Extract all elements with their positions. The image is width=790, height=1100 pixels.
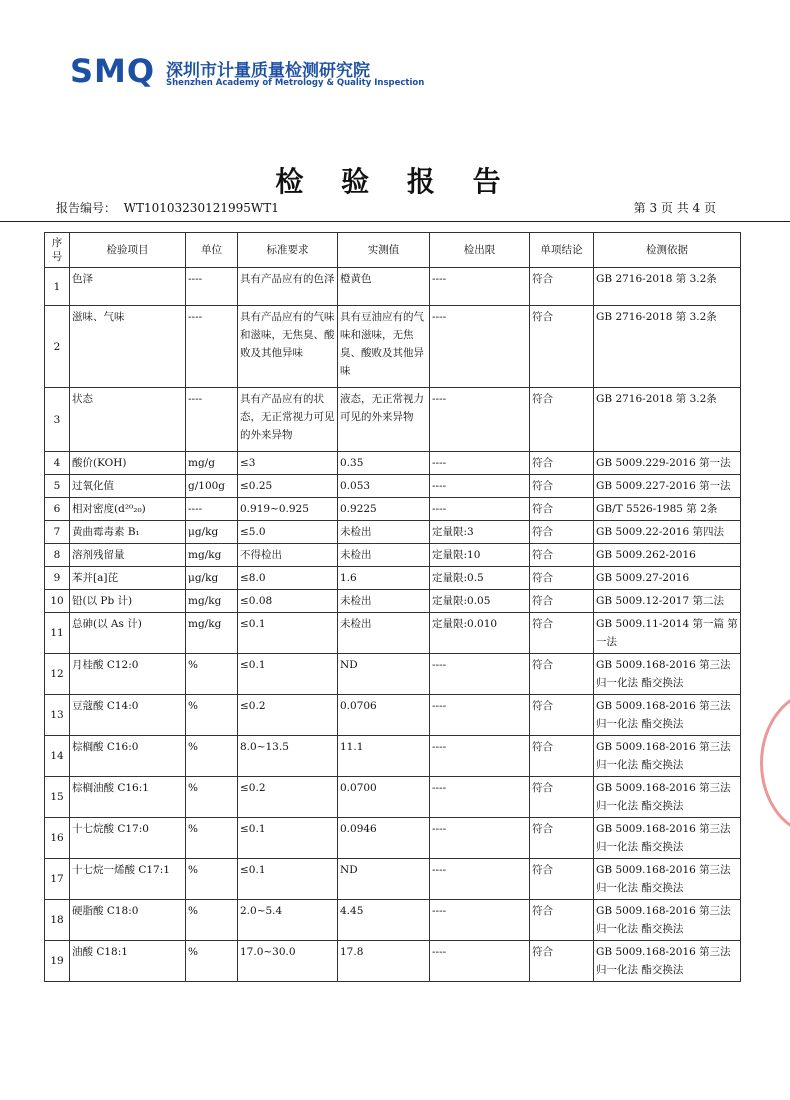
col-header-requirement: 标准要求 <box>238 233 338 268</box>
cell-basis: GB 2716-2018 第 3.2条 <box>594 388 741 452</box>
cell-no: 8 <box>45 544 70 567</box>
cell-no: 17 <box>45 859 70 900</box>
cell-requirement: 具有产品应有的气味和滋味，无焦臭、酸败及其他异味 <box>238 306 338 388</box>
cell-unit: ---- <box>186 306 238 388</box>
table-row <box>45 590 741 613</box>
cell-unit: g/100g <box>186 475 238 498</box>
cell-unit: mg/kg <box>186 544 238 567</box>
table-row <box>45 452 741 475</box>
report-title: 检 验 报 告 <box>275 165 515 198</box>
cell-no: 7 <box>45 521 70 544</box>
cell-basis: GB 5009.168-2016 第三法 归一化法 酯交换法 <box>594 654 741 695</box>
cell-measured: 11.1 <box>338 736 430 777</box>
table-row <box>45 695 741 736</box>
cell-unit: μg/kg <box>186 567 238 590</box>
cell-measured: ND <box>338 654 430 695</box>
cell-limit: ---- <box>430 900 530 941</box>
cell-conclusion: 符合 <box>530 818 594 859</box>
cell-requirement: ≤0.08 <box>238 590 338 613</box>
cell-requirement: ≤3 <box>238 452 338 475</box>
cell-requirement: 8.0~13.5 <box>238 736 338 777</box>
logo-mark: SMQ <box>70 52 156 90</box>
cell-measured: 未检出 <box>338 544 430 567</box>
cell-limit: ---- <box>430 859 530 900</box>
cell-basis: GB 5009.168-2016 第三法 归一化法 酯交换法 <box>594 941 741 982</box>
table-row <box>45 268 741 306</box>
cell-measured: 具有豆油应有的气味和滋味，无焦臭、酸败及其他异味 <box>338 306 430 388</box>
cell-measured: 0.0700 <box>338 777 430 818</box>
cell-unit: % <box>186 695 238 736</box>
cell-limit: ---- <box>430 452 530 475</box>
table-row <box>45 567 741 590</box>
table-row <box>45 498 741 521</box>
cell-requirement: ≤0.1 <box>238 613 338 654</box>
cell-conclusion: 符合 <box>530 268 594 306</box>
cell-unit: % <box>186 818 238 859</box>
cell-requirement: ≤0.1 <box>238 654 338 695</box>
cell-no: 18 <box>45 900 70 941</box>
cell-measured: 17.8 <box>338 941 430 982</box>
cell-limit: 定量限:3 <box>430 521 530 544</box>
cell-no: 2 <box>45 306 70 388</box>
cell-basis: GB 2716-2018 第 3.2条 <box>594 306 741 388</box>
table-row <box>45 859 741 900</box>
cell-conclusion: 符合 <box>530 777 594 818</box>
cell-item: 色泽 <box>70 268 186 306</box>
cell-requirement: ≤5.0 <box>238 521 338 544</box>
cell-item: 相对密度(d²⁰₂₀) <box>70 498 186 521</box>
col-header-no: 序号 <box>45 233 70 268</box>
cell-measured: 液态，无正常视力可见的外来异物 <box>338 388 430 452</box>
col-header-item: 检验项目 <box>70 233 186 268</box>
cell-no: 1 <box>45 268 70 306</box>
cell-conclusion: 符合 <box>530 590 594 613</box>
header-row <box>45 233 741 268</box>
cell-requirement: 17.0~30.0 <box>238 941 338 982</box>
cell-no: 6 <box>45 498 70 521</box>
table-row <box>45 900 741 941</box>
cell-basis: GB 5009.262-2016 <box>594 544 741 567</box>
institute-name-en: Shenzhen Academy of Metrology & Quality Inspection <box>166 78 425 88</box>
col-header-unit: 单位 <box>186 233 238 268</box>
cell-conclusion: 符合 <box>530 613 594 654</box>
cell-conclusion: 符合 <box>530 567 594 590</box>
results-table <box>44 232 741 982</box>
cell-basis: GB 2716-2018 第 3.2条 <box>594 268 741 306</box>
cell-conclusion: 符合 <box>530 941 594 982</box>
cell-unit: % <box>186 654 238 695</box>
cell-unit: % <box>186 941 238 982</box>
cell-measured: 未检出 <box>338 521 430 544</box>
cell-no: 14 <box>45 736 70 777</box>
cell-measured: 未检出 <box>338 613 430 654</box>
cell-requirement: 0.919~0.925 <box>238 498 338 521</box>
cell-conclusion: 符合 <box>530 452 594 475</box>
red-seal-stamp <box>760 690 790 836</box>
table-row <box>45 388 741 452</box>
cell-limit: ---- <box>430 777 530 818</box>
cell-basis: GB 5009.27-2016 <box>594 567 741 590</box>
cell-no: 15 <box>45 777 70 818</box>
cell-measured: 1.6 <box>338 567 430 590</box>
cell-measured: 0.053 <box>338 475 430 498</box>
cell-unit: μg/kg <box>186 521 238 544</box>
cell-unit: mg/g <box>186 452 238 475</box>
cell-requirement: ≤0.25 <box>238 475 338 498</box>
table-body <box>45 268 741 982</box>
cell-unit: mg/kg <box>186 613 238 654</box>
cell-requirement: 2.0~5.4 <box>238 900 338 941</box>
cell-limit: ---- <box>430 736 530 777</box>
cell-basis: GB 5009.168-2016 第三法 归一化法 酯交换法 <box>594 818 741 859</box>
table-row <box>45 941 741 982</box>
cell-conclusion: 符合 <box>530 388 594 452</box>
page-info: 第 3 页 共 4 页 <box>633 201 716 215</box>
cell-no: 13 <box>45 695 70 736</box>
cell-conclusion: 符合 <box>530 900 594 941</box>
cell-requirement: ≤0.1 <box>238 818 338 859</box>
cell-measured: 0.0706 <box>338 695 430 736</box>
cell-measured: ND <box>338 859 430 900</box>
cell-item: 滋味、气味 <box>70 306 186 388</box>
cell-item: 豆蔻酸 C14:0 <box>70 695 186 736</box>
cell-limit: 定量限:10 <box>430 544 530 567</box>
table-row <box>45 736 741 777</box>
cell-item: 十七烷酸 C17:0 <box>70 818 186 859</box>
cell-basis: GB 5009.168-2016 第三法 归一化法 酯交换法 <box>594 777 741 818</box>
cell-unit: % <box>186 736 238 777</box>
cell-unit: % <box>186 777 238 818</box>
cell-requirement: 不得检出 <box>238 544 338 567</box>
cell-measured: 未检出 <box>338 590 430 613</box>
cell-measured: 4.45 <box>338 900 430 941</box>
cell-limit: 定量限:0.010 <box>430 613 530 654</box>
cell-item: 硬脂酸 C18:0 <box>70 900 186 941</box>
cell-limit: 定量限:0.5 <box>430 567 530 590</box>
col-header-basis: 检测依据 <box>594 233 741 268</box>
cell-measured: 0.0946 <box>338 818 430 859</box>
cell-limit: ---- <box>430 268 530 306</box>
cell-requirement: ≤0.1 <box>238 859 338 900</box>
report-number-label: 报告编号： <box>56 201 117 215</box>
cell-item: 月桂酸 C12:0 <box>70 654 186 695</box>
table-row <box>45 475 741 498</box>
cell-limit: ---- <box>430 475 530 498</box>
cell-item: 油酸 C18:1 <box>70 941 186 982</box>
cell-requirement: ≤8.0 <box>238 567 338 590</box>
cell-limit: ---- <box>430 388 530 452</box>
cell-no: 10 <box>45 590 70 613</box>
cell-basis: GB 5009.229-2016 第一法 <box>594 452 741 475</box>
cell-no: 12 <box>45 654 70 695</box>
cell-limit: ---- <box>430 306 530 388</box>
cell-requirement: ≤0.2 <box>238 777 338 818</box>
col-header-limit: 检出限 <box>430 233 530 268</box>
cell-measured: 橙黄色 <box>338 268 430 306</box>
header-rule <box>0 221 790 222</box>
cell-limit: ---- <box>430 695 530 736</box>
cell-item: 棕榈酸 C16:0 <box>70 736 186 777</box>
cell-item: 十七烷一烯酸 C17:1 <box>70 859 186 900</box>
cell-basis: GB 5009.168-2016 第三法 归一化法 酯交换法 <box>594 695 741 736</box>
institute-logo <box>70 50 425 96</box>
cell-no: 16 <box>45 818 70 859</box>
cell-conclusion: 符合 <box>530 736 594 777</box>
cell-no: 9 <box>45 567 70 590</box>
table-row <box>45 306 741 388</box>
cell-unit: ---- <box>186 388 238 452</box>
cell-measured: 0.9225 <box>338 498 430 521</box>
table-row <box>45 544 741 567</box>
cell-limit: ---- <box>430 654 530 695</box>
cell-unit: ---- <box>186 498 238 521</box>
cell-item: 苯并[a]芘 <box>70 567 186 590</box>
table-row <box>45 777 741 818</box>
cell-basis: GB 5009.168-2016 第三法 归一化法 酯交换法 <box>594 900 741 941</box>
cell-no: 19 <box>45 941 70 982</box>
cell-basis: GB/T 5526-1985 第 2条 <box>594 498 741 521</box>
cell-conclusion: 符合 <box>530 498 594 521</box>
table-row <box>45 613 741 654</box>
cell-requirement: 具有产品应有的状态，无正常视力可见的外来异物 <box>238 388 338 452</box>
cell-unit: ---- <box>186 268 238 306</box>
cell-limit: ---- <box>430 818 530 859</box>
table-row <box>45 818 741 859</box>
cell-no: 11 <box>45 613 70 654</box>
cell-unit: mg/kg <box>186 590 238 613</box>
cell-basis: GB 5009.12-2017 第二法 <box>594 590 741 613</box>
col-header-conclusion: 单项结论 <box>530 233 594 268</box>
cell-no: 3 <box>45 388 70 452</box>
cell-item: 棕榈油酸 C16:1 <box>70 777 186 818</box>
cell-conclusion: 符合 <box>530 859 594 900</box>
cell-requirement: 具有产品应有的色泽 <box>238 268 338 306</box>
institute-name-cn: 深圳市计量质量检测研究院 <box>166 61 370 81</box>
cell-item: 铅(以 Pb 计) <box>70 590 186 613</box>
table-row <box>45 521 741 544</box>
report-number <box>56 199 279 216</box>
cell-basis: GB 5009.168-2016 第三法 归一化法 酯交换法 <box>594 736 741 777</box>
cell-conclusion: 符合 <box>530 544 594 567</box>
cell-conclusion: 符合 <box>530 695 594 736</box>
cell-conclusion: 符合 <box>530 475 594 498</box>
cell-basis: GB 5009.168-2016 第三法 归一化法 酯交换法 <box>594 859 741 900</box>
cell-basis: GB 5009.227-2016 第一法 <box>594 475 741 498</box>
table-header <box>45 233 741 268</box>
cell-limit: 定量限:0.05 <box>430 590 530 613</box>
cell-item: 过氧化值 <box>70 475 186 498</box>
cell-limit: ---- <box>430 498 530 521</box>
cell-unit: % <box>186 859 238 900</box>
cell-conclusion: 符合 <box>530 306 594 388</box>
cell-item: 状态 <box>70 388 186 452</box>
cell-item: 总砷(以 As 计) <box>70 613 186 654</box>
cell-basis: GB 5009.11-2014 第一篇 第一法 <box>594 613 741 654</box>
cell-item: 酸价(KOH) <box>70 452 186 475</box>
cell-limit: ---- <box>430 941 530 982</box>
cell-item: 溶剂残留量 <box>70 544 186 567</box>
col-header-measured: 实测值 <box>338 233 430 268</box>
cell-requirement: ≤0.2 <box>238 695 338 736</box>
cell-conclusion: 符合 <box>530 521 594 544</box>
cell-conclusion: 符合 <box>530 654 594 695</box>
cell-no: 4 <box>45 452 70 475</box>
table-row <box>45 654 741 695</box>
cell-basis: GB 5009.22-2016 第四法 <box>594 521 741 544</box>
cell-no: 5 <box>45 475 70 498</box>
cell-measured: 0.35 <box>338 452 430 475</box>
cell-unit: % <box>186 900 238 941</box>
cell-item: 黄曲霉毒素 B₁ <box>70 521 186 544</box>
report-number-value: WT10103230121995WT1 <box>123 201 279 215</box>
